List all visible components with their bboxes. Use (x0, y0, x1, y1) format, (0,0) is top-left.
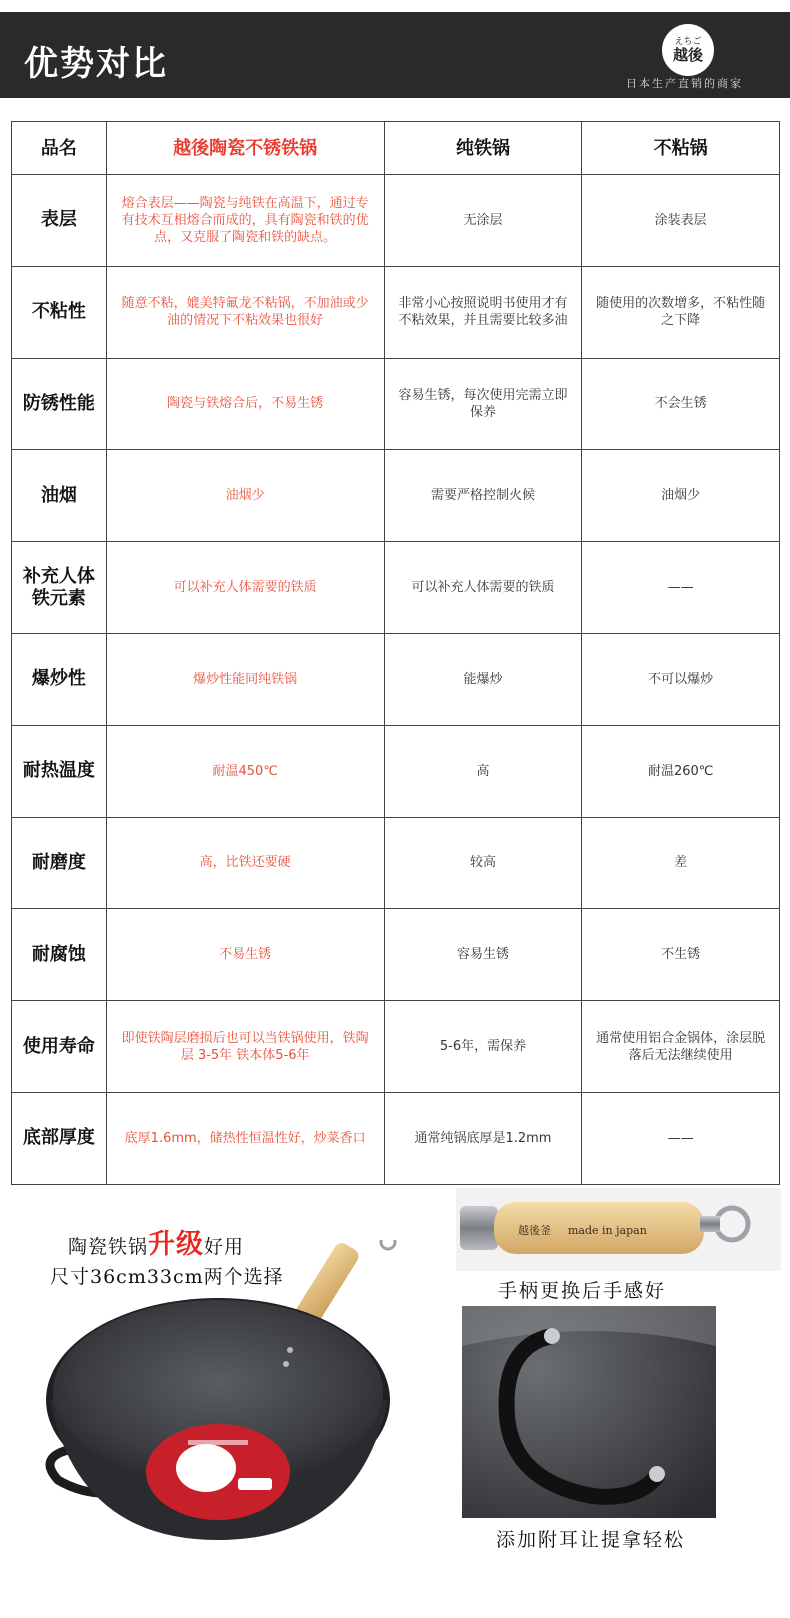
table-row (12, 542, 780, 634)
table-row (12, 1001, 780, 1093)
table-row (12, 725, 780, 817)
table-row (12, 817, 780, 909)
promo-line-2: 尺寸36cm33cm两个选择 (50, 1266, 284, 1288)
iron-cell: 无涂层 (384, 175, 582, 267)
header-cell-iron: 纯铁锅 (384, 122, 582, 175)
feature-cell: 油烟 (12, 450, 107, 542)
handle-photo (456, 1188, 781, 1271)
feature-cell: 防锈性能 (12, 358, 107, 450)
table-header-row (12, 122, 780, 175)
echigo-cell: 陶瓷与铁熔合后，不易生锈 (106, 358, 384, 450)
echigo-cell: 底厚1.6mm，储热性恒温性好，炒菜香口 (106, 1092, 384, 1184)
promo-text-b: 好用 (204, 1236, 245, 1258)
feature-cell: 不粘性 (12, 266, 107, 358)
feature-cell: 耐磨度 (12, 817, 107, 909)
iron-cell: 需要严格控制火候 (384, 450, 582, 542)
nonstick-cell: 不生锈 (582, 909, 780, 1001)
feature-cell: 耐腐蚀 (12, 909, 107, 1001)
table-row (12, 633, 780, 725)
ear-caption: 添加附耳让提拿轻松 (496, 1529, 686, 1551)
table-row (12, 909, 780, 1001)
feature-cell: 使用寿命 (12, 1001, 107, 1093)
echigo-cell: 油烟少 (106, 450, 384, 542)
ear-photo (462, 1306, 716, 1518)
nonstick-cell: —— (582, 1092, 780, 1184)
table-row (12, 450, 780, 542)
page-title: 优势对比 (24, 44, 168, 84)
table-row (12, 358, 780, 450)
nonstick-cell: 差 (582, 817, 780, 909)
nonstick-cell: —— (582, 542, 780, 634)
echigo-cell: 即使铁陶层磨损后也可以当铁锅使用，铁陶层 3-5年 铁本体5-6年 (106, 1001, 384, 1093)
feature-cell: 补充人体铁元素 (12, 542, 107, 634)
iron-cell: 5-6年，需保养 (384, 1001, 582, 1093)
brand-subtitle: 日本生产直销的商家 (626, 77, 743, 90)
nonstick-cell: 通常使用铝合金锅体，涂层脱落后无法继续使用 (582, 1001, 780, 1093)
nonstick-cell: 耐温260℃ (582, 725, 780, 817)
table-row (12, 266, 780, 358)
feature-cell: 底部厚度 (12, 1092, 107, 1184)
header-cell-nonstick: 不粘锅 (582, 122, 780, 175)
header-cell-product: 品名 (12, 122, 107, 175)
echigo-cell: 高，比铁还要硬 (106, 817, 384, 909)
echigo-cell: 可以补充人体需要的铁质 (106, 542, 384, 634)
feature-cell: 表层 (12, 175, 107, 267)
iron-cell: 较高 (384, 817, 582, 909)
logo-kana: えちご (674, 36, 702, 47)
echigo-cell: 随意不粘，媲美特氟龙不粘锅，不加油或少油的情况下不粘效果也很好 (106, 266, 384, 358)
nonstick-cell: 不会生锈 (582, 358, 780, 450)
feature-cell: 耐热温度 (12, 725, 107, 817)
brand-logo (662, 24, 714, 76)
nonstick-cell: 涂装表层 (582, 175, 780, 267)
table-row (12, 1092, 780, 1184)
feature-cell: 爆炒性 (12, 633, 107, 725)
iron-cell: 可以补充人体需要的铁质 (384, 542, 582, 634)
handle-caption: 手柄更换后手感好 (498, 1280, 667, 1302)
header-cell-echigo: 越後陶瓷不锈铁锅 (106, 122, 384, 175)
comparison-table (11, 121, 780, 1185)
nonstick-cell: 随使用的次数增多，不粘性随之下降 (582, 266, 780, 358)
echigo-cell: 耐温450℃ (106, 725, 384, 817)
iron-cell: 通常纯锅底厚是1.2mm (384, 1092, 582, 1184)
logo-kanji: 越後 (672, 45, 703, 64)
nonstick-cell: 不可以爆炒 (582, 633, 780, 725)
echigo-cell: 爆炒性能同纯铁锅 (106, 633, 384, 725)
echigo-cell: 不易生锈 (106, 909, 384, 1001)
iron-cell: 容易生锈，每次使用完需立即保养 (384, 358, 582, 450)
iron-cell: 高 (384, 725, 582, 817)
header-banner (0, 12, 790, 98)
table-row (12, 175, 780, 267)
nonstick-cell: 油烟少 (582, 450, 780, 542)
promo-upgrade: 升级 (148, 1229, 205, 1260)
echigo-cell: 熔合表层——陶瓷与纯铁在高温下，通过专有技术互相熔合而成的，具有陶瓷和铁的优点，又克服了陶瓷和铁的缺点。 (106, 175, 384, 267)
iron-cell: 能爆炒 (384, 633, 582, 725)
handle-engraving-brand: 越後釜 (518, 1224, 551, 1237)
iron-cell: 非常小心按照说明书使用才有不粘效果，并且需要比较多油 (384, 266, 582, 358)
promo-text-a: 陶瓷铁锅 (68, 1236, 149, 1258)
promo-line-1 (68, 1222, 244, 1261)
handle-engraving-text: made in japan (568, 1224, 647, 1237)
iron-cell: 容易生锈 (384, 909, 582, 1001)
